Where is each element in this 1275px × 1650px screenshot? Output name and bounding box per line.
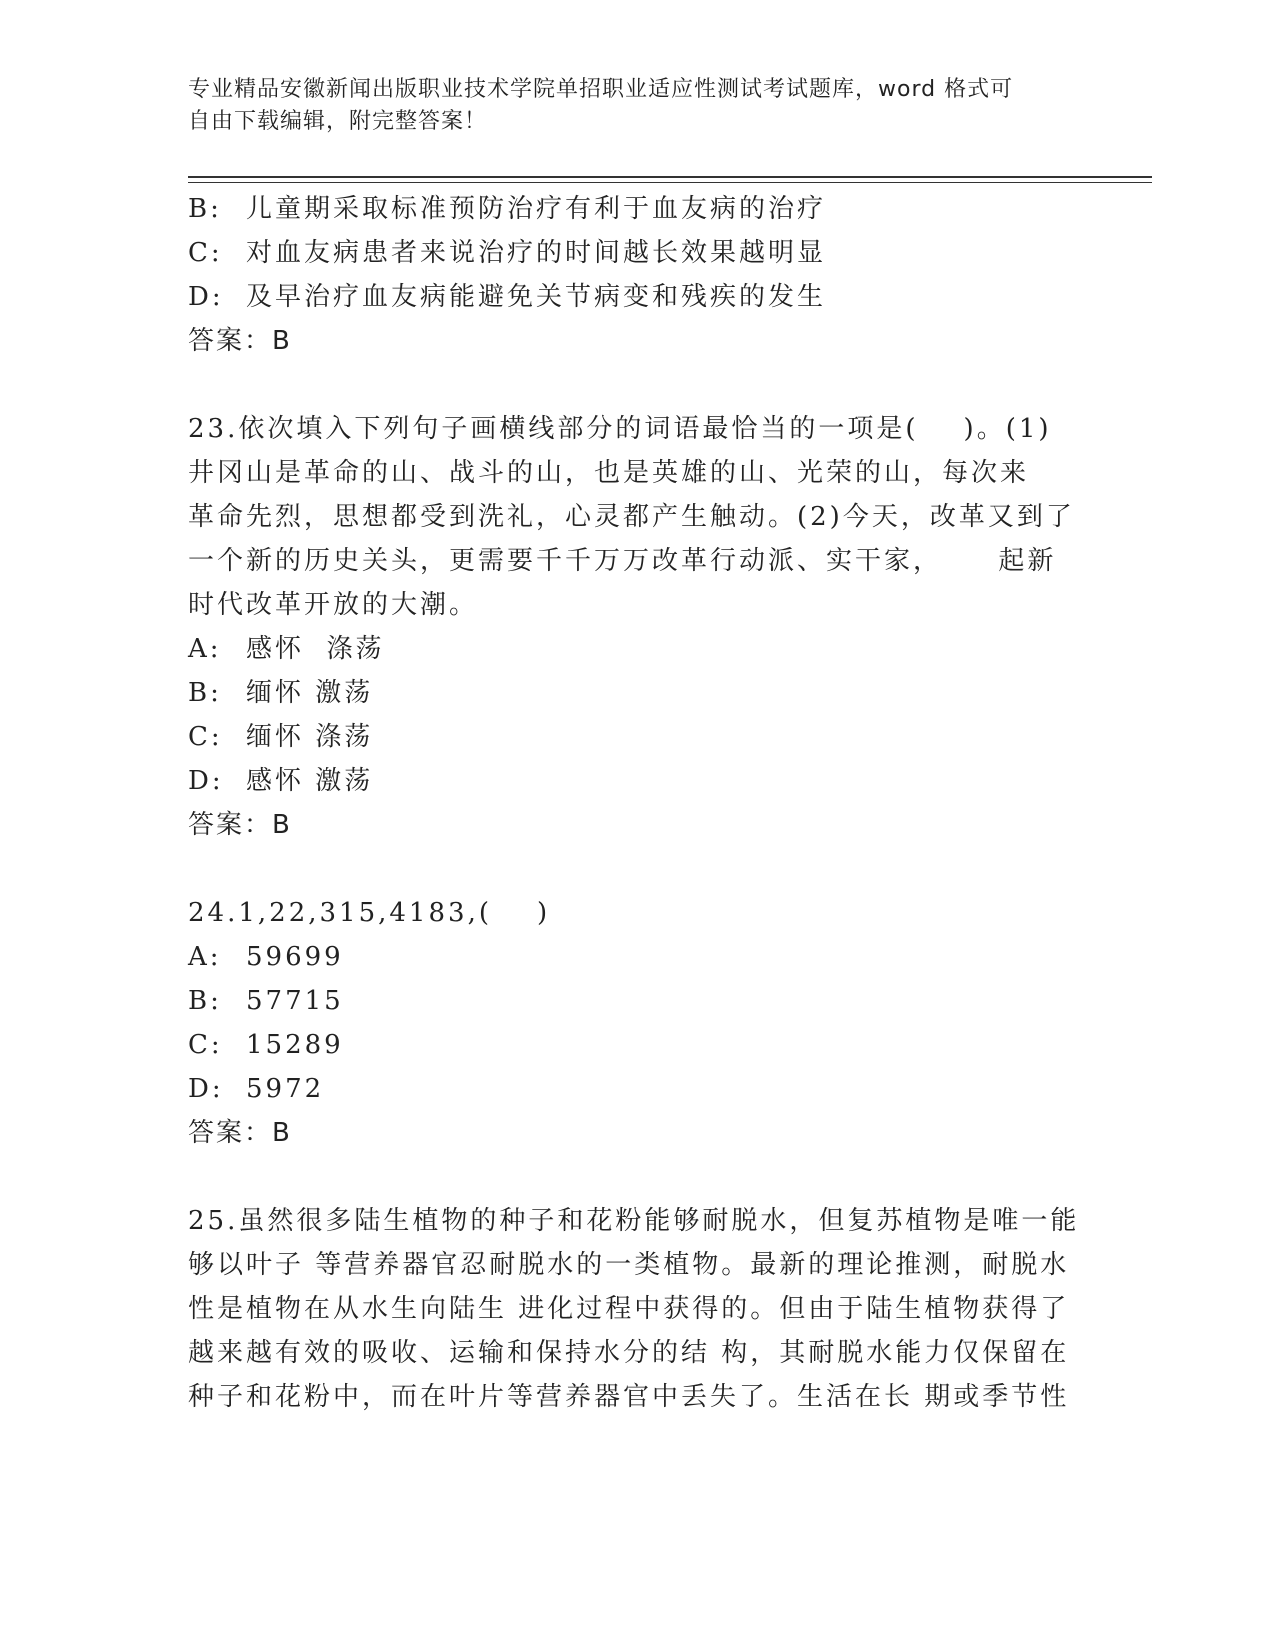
q23-stem-line-3: 革命先烈，思想都受到洗礼，心灵都产生触动。(2)今天，改革又到了 xyxy=(188,502,1075,532)
option-text: 及早治疗血友病能避免关节病变和残疾的发生 xyxy=(246,282,827,312)
option-text: 感怀 涤荡 xyxy=(246,634,385,664)
option-key: C: xyxy=(188,238,223,268)
q24-option-b xyxy=(188,984,344,1018)
q22-option-b xyxy=(188,192,826,226)
q23-answer: 答案：B xyxy=(188,810,292,840)
option-text: 59699 xyxy=(246,942,344,972)
q22-option-c xyxy=(188,236,826,270)
q23-stem-line-5: 时代改革开放的大潮。 xyxy=(188,590,479,620)
option-text: 对血友病患者来说治疗的时间越长效果越明显 xyxy=(246,238,827,268)
q22-option-d xyxy=(188,280,826,314)
q23-stem-line-4: 一个新的历史关头，更需要千千万万改革行动派、实干家， 起新 xyxy=(188,546,1057,576)
q24-option-c xyxy=(188,1028,344,1062)
option-key: D: xyxy=(188,1074,224,1104)
q23-stem-line-2: 井冈山是革命的山、战斗的山，也是英雄的山、光荣的山，每次来 xyxy=(188,458,1030,488)
option-text: 缅怀 涤荡 xyxy=(246,722,374,752)
header-line-2: 自由下载编辑，附完整答案！ xyxy=(188,109,488,134)
option-text: 儿童期采取标准预防治疗有利于血友病的治疗 xyxy=(246,194,827,224)
option-key: C: xyxy=(188,1030,223,1060)
option-key: A: xyxy=(188,942,222,972)
q24-option-d xyxy=(188,1072,324,1106)
option-key: D: xyxy=(188,282,224,312)
document-header xyxy=(188,74,1088,138)
q25-stem-line-4: 越来越有效的吸收、运输和保持水分的结 构，其耐脱水能力仅保留在 xyxy=(188,1338,1070,1368)
q25-stem-line-1: 25.虽然很多陆生植物的种子和花粉能够耐脱水，但复苏植物是唯一能 xyxy=(188,1206,1080,1236)
option-text: 缅怀 激荡 xyxy=(246,678,374,708)
q24-answer: 答案：B xyxy=(188,1118,292,1148)
option-key: B: xyxy=(188,678,222,708)
q25-stem-line-2: 够以叶子 等营养器官忍耐脱水的一类植物。最新的理论推测，耐脱水 xyxy=(188,1250,1070,1280)
q25-stem-line-3: 性是植物在从水生向陆生 进化过程中获得的。但由于陆生植物获得了 xyxy=(188,1294,1070,1324)
q25-stem-line-5: 种子和花粉中，而在叶片等营养器官中丢失了。生活在长 期或季节性 xyxy=(188,1382,1070,1412)
q23-option-b xyxy=(188,676,373,710)
option-key: B: xyxy=(188,986,222,1016)
header-line-1: 专业精品安徽新闻出版职业技术学院单招职业适应性测试考试题库，word 格式可 xyxy=(188,77,1014,102)
header-divider-thin xyxy=(188,182,1152,183)
option-text: 5972 xyxy=(246,1074,325,1104)
q23-option-a xyxy=(188,632,385,666)
option-text: 15289 xyxy=(246,1030,344,1060)
q23-option-c xyxy=(188,720,373,754)
q23-stem-line-1: 23.依次填入下列句子画横线部分的词语最恰当的一项是( )。(1) xyxy=(188,414,1052,444)
header-divider-thick xyxy=(188,176,1152,178)
option-key: C: xyxy=(188,722,223,752)
q22-answer: 答案：B xyxy=(188,326,292,356)
q24-stem: 24.1,22,315,4183,( ) xyxy=(188,898,551,928)
option-text: 感怀 激荡 xyxy=(246,766,374,796)
option-key: D: xyxy=(188,766,224,796)
option-key: A: xyxy=(188,634,222,664)
option-key: B: xyxy=(188,194,222,224)
option-text: 57715 xyxy=(246,986,344,1016)
q24-option-a xyxy=(188,940,344,974)
q23-option-d xyxy=(188,764,373,798)
